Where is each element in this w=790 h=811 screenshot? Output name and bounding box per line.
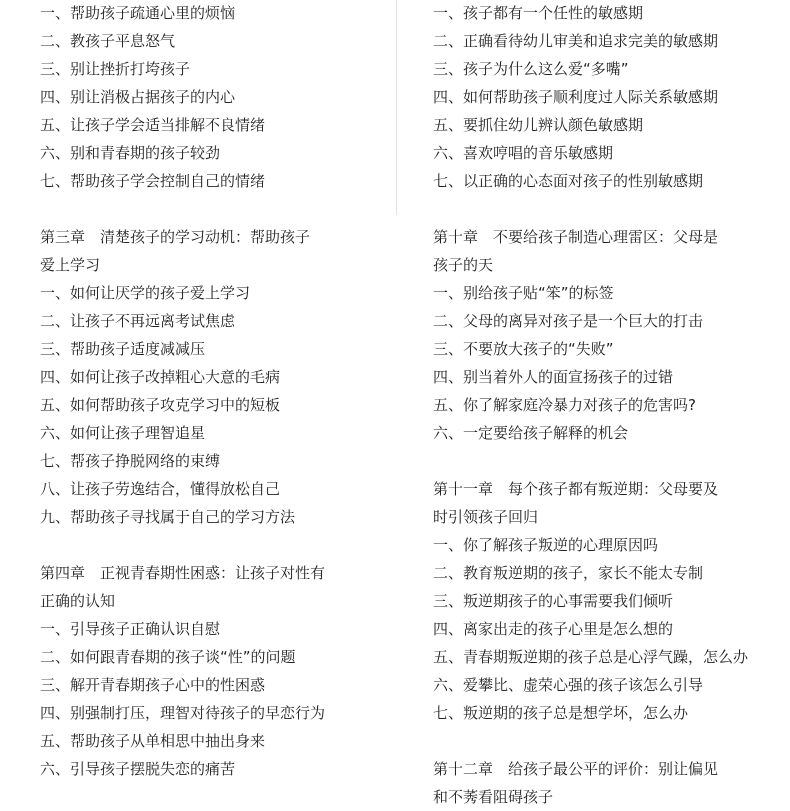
toc-item: 五、帮助孩子从单相思中抽出身来 <box>40 732 266 750</box>
section-gap <box>40 195 390 223</box>
chapter-title: 第十一章 每个孩子都有叛逆期：父母要及 <box>433 480 719 498</box>
toc-item: 三、叛逆期孩子的心事需要我们倾听 <box>433 592 674 610</box>
toc-item: 七、以正确的心态面对孩子的性别敏感期 <box>433 172 704 190</box>
chapter-title: 第四章 正视青春期性困惑：让孩子对性有 <box>40 564 326 582</box>
toc-item: 一、你了解孩子叛逆的心理原因吗 <box>433 536 659 554</box>
toc-item: 三、不要放大孩子的“失败” <box>433 340 614 358</box>
toc-item: 一、如何让厌学的孩子爱上学习 <box>40 284 251 302</box>
left-column <box>40 0 390 783</box>
chapter-9-items <box>433 0 790 195</box>
toc-item: 三、孩子为什么这么爱“多嘴” <box>433 60 629 78</box>
toc-item: 二、让孩子不再远离考试焦虑 <box>40 312 236 330</box>
toc-item: 一、帮助孩子疏通心里的烦恼 <box>40 4 236 22</box>
toc-item: 二、正确看待幼儿审美和追求完美的敏感期 <box>433 32 719 50</box>
toc-item: 四、如何帮助孩子顺利度过人际关系敏感期 <box>433 88 719 106</box>
chapter-title-continued: 孩子的天 <box>433 256 494 274</box>
toc-item: 七、帮助孩子学会控制自己的情绪 <box>40 172 266 190</box>
section-gap <box>433 727 790 755</box>
toc-item: 八、让孩子劳逸结合，懂得放松自己 <box>40 480 281 498</box>
chapter-2-items <box>40 0 390 195</box>
toc-item: 四、离家出走的孩子心里是怎么想的 <box>433 620 674 638</box>
toc-item: 四、别强制打压，理智对待孩子的早恋行为 <box>40 704 326 722</box>
toc-item: 六、引导孩子摆脱失恋的痛苦 <box>40 760 236 778</box>
toc-item: 二、如何跟青春期的孩子谈“性”的问题 <box>40 648 296 666</box>
chapter-10 <box>433 223 790 447</box>
chapter-title-continued: 和不莠看阻碍孩子 <box>433 788 554 806</box>
toc-item: 六、如何让孩子理智追星 <box>40 424 206 442</box>
chapter-title-continued: 时引领孩子回归 <box>433 508 539 526</box>
toc-item: 三、解开青春期孩子心中的性困惑 <box>40 676 266 694</box>
chapter-4 <box>40 559 390 783</box>
section-gap <box>40 531 390 559</box>
toc-item: 五、如何帮助孩子攻克学习中的短板 <box>40 396 281 414</box>
toc-item: 四、如何让孩子改掉粗心大意的毛病 <box>40 368 281 386</box>
toc-item: 二、父母的离异对孩子是一个巨大的打击 <box>433 312 704 330</box>
section-gap <box>433 195 790 223</box>
toc-item: 九、帮助孩子寻找属于自己的学习方法 <box>40 508 296 526</box>
toc-item: 七、叛逆期的孩子总是想学坏，怎么办 <box>433 704 689 722</box>
toc-item: 六、一定要给孩子解释的机会 <box>433 424 629 442</box>
chapter-title-continued: 正确的认知 <box>40 592 116 610</box>
toc-item: 三、帮助孩子适度减减压 <box>40 340 206 358</box>
toc-item: 四、别让消极占据孩子的内心 <box>40 88 236 106</box>
chapter-12 <box>433 755 790 811</box>
section-gap <box>433 447 790 475</box>
toc-item: 五、你了解家庭冷暴力对孩子的危害吗? <box>433 396 696 414</box>
toc-item: 五、青春期叛逆期的孩子总是心浮气躁，怎么办 <box>433 648 749 666</box>
chapter-title: 第十二章 给孩子最公平的评价：别让偏见 <box>433 760 719 778</box>
toc-item: 六、喜欢哼唱的音乐敏感期 <box>433 144 614 162</box>
toc-item: 二、教育叛逆期的孩子，家长不能太专制 <box>433 564 704 582</box>
toc-item: 七、帮孩子挣脱网络的束缚 <box>40 452 221 470</box>
column-divider <box>396 0 397 215</box>
toc-item: 二、教孩子平息怒气 <box>40 32 176 50</box>
toc-item: 五、要抓住幼儿辨认颜色敏感期 <box>433 116 644 134</box>
chapter-title: 第十章 不要给孩子制造心理雷区：父母是 <box>433 228 719 246</box>
toc-item: 六、爱攀比、虚荣心强的孩子该怎么引导 <box>433 676 704 694</box>
toc-item: 四、别当着外人的面宣扬孩子的过错 <box>433 368 674 386</box>
chapter-3 <box>40 223 390 531</box>
toc-item: 一、引导孩子正确认识自慰 <box>40 620 221 638</box>
toc-item: 五、让孩子学会适当排解不良情绪 <box>40 116 266 134</box>
chapter-title-continued: 爱上学习 <box>40 256 101 274</box>
toc-item: 一、孩子都有一个任性的敏感期 <box>433 4 644 22</box>
chapter-11 <box>433 475 790 727</box>
toc-item: 三、别让挫折打垮孩子 <box>40 60 191 78</box>
chapter-title: 第三章 清楚孩子的学习动机：帮助孩子 <box>40 228 311 246</box>
toc-item: 六、别和青春期的孩子较劲 <box>40 144 221 162</box>
toc-item: 一、别给孩子贴“笨”的标签 <box>433 284 614 302</box>
right-column <box>433 0 790 811</box>
